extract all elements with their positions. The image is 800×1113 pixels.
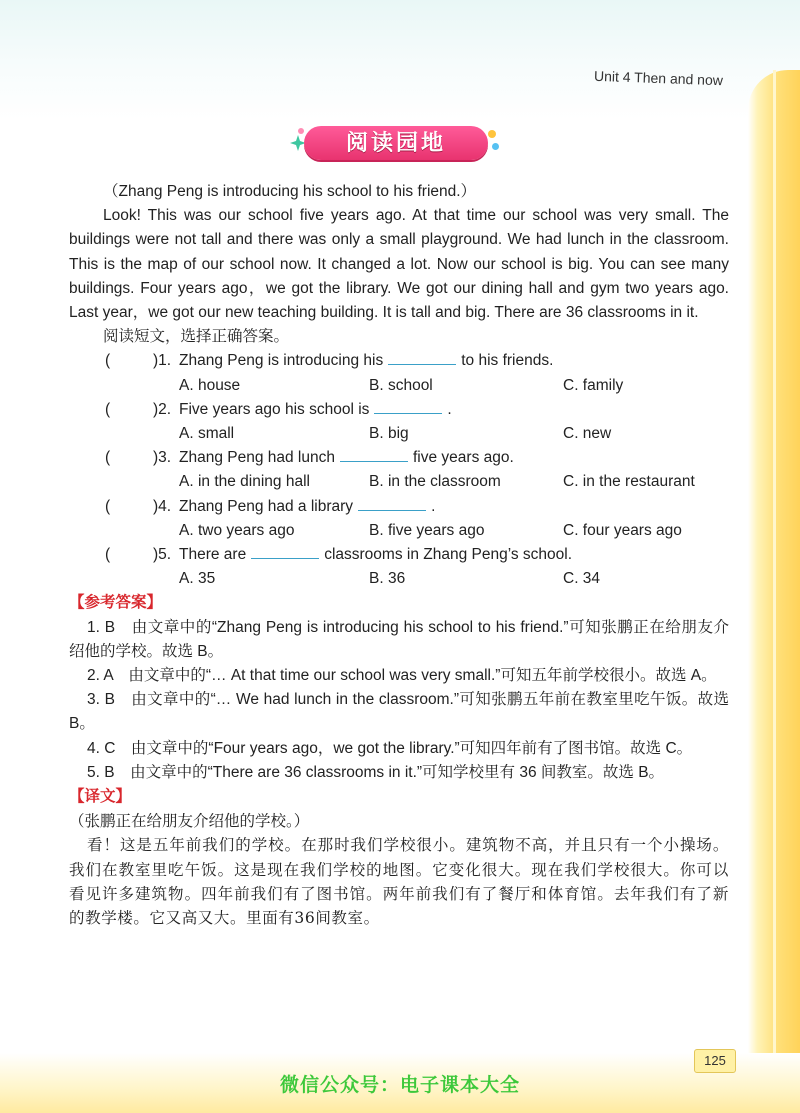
option-b: B. five years ago <box>369 521 485 539</box>
page-number: 125 <box>694 1049 736 1073</box>
question-row <box>69 495 729 519</box>
question-text-after: classrooms in Zhang Peng’s school. <box>324 545 573 563</box>
options-row <box>69 567 729 591</box>
answer-blank <box>251 544 319 559</box>
answer-paren-open: ( <box>105 400 111 418</box>
question-number: )5. <box>153 545 172 563</box>
option-a: A. 35 <box>179 570 216 588</box>
page-edge-stripe <box>773 70 776 1113</box>
answer-blank <box>374 399 442 414</box>
answers-heading: 【参考答案】 <box>69 594 163 612</box>
passage-intro: （Zhang Peng is introducing his school to his friend.） <box>103 183 477 200</box>
question-text <box>179 446 514 470</box>
translation-heading: 【译文】 <box>69 787 132 805</box>
option-a: A. small <box>179 424 235 442</box>
section-title: 阅读园地 <box>345 130 446 155</box>
question-text-before: Zhang Peng had a library <box>179 497 354 515</box>
watermark-text: 微信公众号：电子课本大全 <box>279 1075 520 1096</box>
question-row <box>69 543 729 567</box>
option-b: B. school <box>369 376 433 394</box>
options-row <box>69 422 729 446</box>
question-text <box>179 398 452 422</box>
question-row <box>69 349 729 373</box>
answer-item: 4. C 由文章中的“Four years ago，we got the library.”可知四年前有了图书馆。故选 C。 <box>87 739 693 757</box>
unit-header: Unit 4 Then and now <box>593 67 724 89</box>
option-b: B. 36 <box>369 570 406 588</box>
option-c: C. 34 <box>563 570 601 588</box>
question-text-after: . <box>431 497 436 515</box>
option-a: A. house <box>179 376 241 394</box>
question-number: )1. <box>153 352 172 370</box>
question-text-before: There are <box>179 545 247 563</box>
option-b: B. big <box>369 424 409 442</box>
option-c: C. four years ago <box>563 521 682 539</box>
answer-item: 3. B 由文章中的“… We had lunch in the classroom.”可知张鹏五年前在教室里吃午饭。故选 B。 <box>69 691 729 733</box>
translation-body: 看！这是五年前我们的学校。在那时我们学校很小。建筑物不高，并且只有一个小操场。我们在教室里吃午饭。这是现在我们学校的地图。它变化很大。现在我们学校很大。你可以看见许多建筑物。四年前我们有了图书馆。两年前我们有了餐厅和体育馆。去年我们有了新的教学楼。它又高又大。里面有36间教室。 <box>69 836 729 927</box>
question-text <box>179 349 553 373</box>
option-a: A. in the dining hall <box>179 473 310 491</box>
section-title-banner <box>290 126 502 160</box>
answer-paren-open: ( <box>105 449 111 467</box>
options-row <box>69 374 729 398</box>
option-c: C. in the restaurant <box>563 473 695 491</box>
header-background <box>0 0 800 120</box>
question-row <box>69 398 729 422</box>
translation-intro: （张鹏正在给朋友介绍他的学校。） <box>69 812 310 831</box>
option-b: B. in the classroom <box>369 473 501 491</box>
question-number: )3. <box>153 449 172 467</box>
question-text-before: Five years ago his school is <box>179 400 370 418</box>
answer-blank <box>358 496 426 511</box>
option-c: C. family <box>563 376 624 394</box>
answer-blank <box>388 350 456 365</box>
main-content <box>69 180 729 930</box>
answer-paren-open: ( <box>105 497 111 515</box>
question-number: )4. <box>153 497 172 515</box>
question-text-after: five years ago. <box>412 449 514 467</box>
answer-blank <box>340 447 408 462</box>
question-number: )2. <box>153 400 172 418</box>
question-text-after: . <box>447 400 452 418</box>
answer-item: 5. B 由文章中的“There are 36 classrooms in it.”可知学校里有 36 间教室。故选 B。 <box>87 763 665 781</box>
option-c: C. new <box>563 424 612 442</box>
question-text <box>179 495 435 519</box>
answer-item: 2. A 由文章中的“… At that time our school was very small.”可知五年前学校很小。故选 A。 <box>87 666 717 684</box>
answer-paren-open: ( <box>105 545 111 563</box>
answer-paren-open: ( <box>105 352 111 370</box>
options-row <box>69 470 729 494</box>
question-row <box>69 446 729 470</box>
question-text-after: to his friends. <box>461 352 554 370</box>
answer-item: 1. B 由文章中的“Zhang Peng is introducing his school to his friend.”可知张鹏正在给朋友介绍他的学校。故选 B。 <box>69 618 729 660</box>
option-a: A. two years ago <box>179 521 295 539</box>
options-row <box>69 519 729 543</box>
question-text <box>179 543 572 567</box>
passage-body: Look! This was our school five years ago. At that time our school was very small. The buildings were not tall and there was only a small playground. We had lunch in the classroom. This is the map of our school now. It changed a lot. Now our school is big. You can see many buildings. Four years ago，we got the library. We got our dining hall and gym two years ago. Last year，we got our new teaching building. It is tall and big. There are 36 classrooms in it. <box>69 207 729 322</box>
question-text-before: Zhang Peng is introducing his <box>179 352 384 370</box>
question-text-before: Zhang Peng had lunch <box>179 449 335 467</box>
exercise-instruction: 阅读短文，选择正确答案。 <box>103 328 290 346</box>
